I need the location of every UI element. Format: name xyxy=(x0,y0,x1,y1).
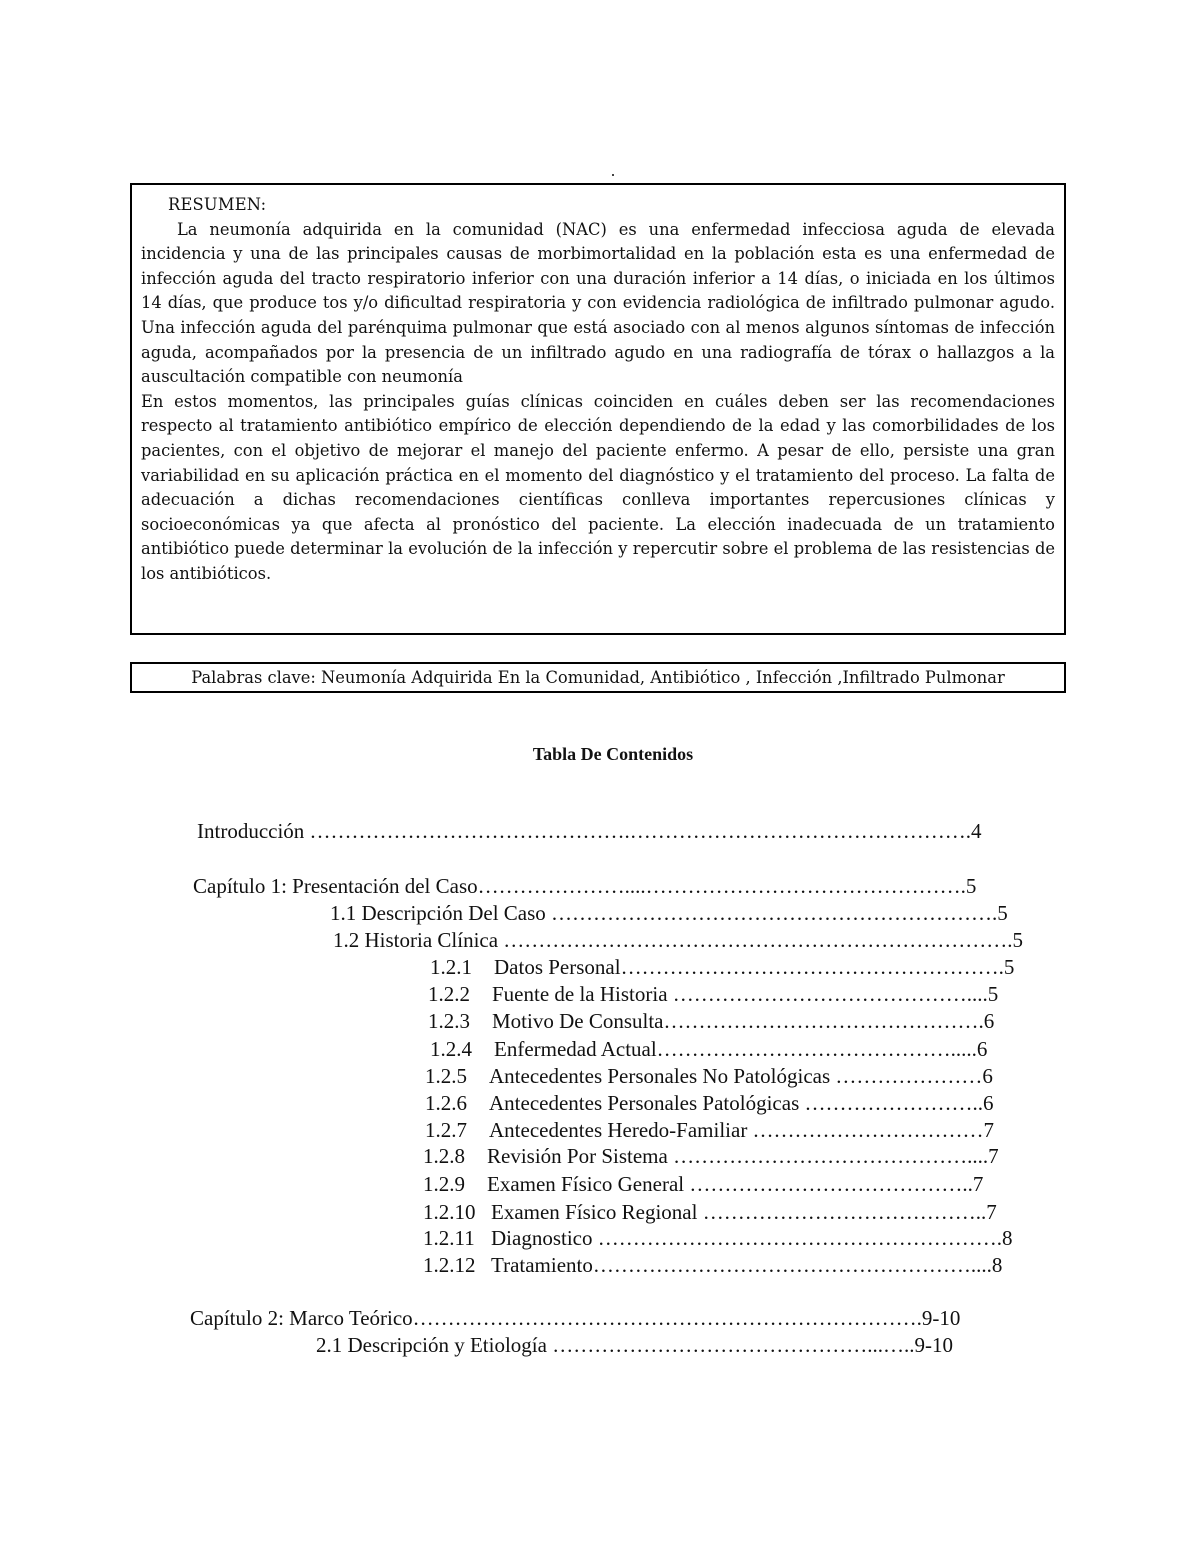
toc-text: Tratamiento………………………………………………....8 xyxy=(491,1253,1003,1277)
resumen-paragraph-2: En estos momentos, las principales guías clínicas coinciden en cuáles deben ser las recomendaciones respecto al tratamiento antibiótico empírico de elección dependiendo de la edad y las comorbilidades de los pacientes, con el objetivo de mejorar el manejo del paciente enfermo. A pesar de ello, persiste una gran variabilidad en su aplicación práctica en el momento del diagnóstico y el tratamiento del proceso. La falta de adecuación a dichas recomendaciones científicas conlleva importantes repercusiones clínicas y socioeconómicas ya que afecta al pronóstico del paciente. La elección inadecuada de un tratamiento antibiótico puede determinar la evolución de la infección y repercutir sobre el problema de las resistencias de los antibióticos. xyxy=(141,391,1055,583)
toc-number: 1.2.9 xyxy=(423,1172,465,1196)
toc-entry-1-2-11 xyxy=(423,1225,1012,1251)
toc-number: 1.2.11 xyxy=(423,1226,475,1250)
toc-entry-1-2-6 xyxy=(425,1090,994,1116)
toc-number: 1.2.12 xyxy=(423,1253,476,1277)
toc-text: Datos Personal……………………………………………….5 xyxy=(494,955,1015,979)
resumen-paragraph-1: La neumonía adquirida en la comunidad (NAC) es una enfermedad infecciosa aguda de elevada incidencia y una de las principales causas de morbimortalidad en la población esta es una enfermedad de infección aguda del tracto respiratorio inferior con una duración inferior a 14 días, o iniciada en los últimos 14 días, que produce tos y/o dificultad respiratoria y con evidencia radiológica de infiltrado pulmonar agudo. Una infección aguda del parénquima pulmonar que está asociado con al menos algunos síntomas de infección aguda, acompañados por la presencia de un infiltrado agudo en una radiografía de tórax o hallazgos a la auscultación compatible con neumonía xyxy=(141,219,1055,387)
toc-number: 1.2.1 xyxy=(430,955,472,979)
toc-entry-1-2-3 xyxy=(428,1008,994,1034)
toc-text: Motivo De Consulta……………………………………….6 xyxy=(492,1009,995,1033)
keywords-box: Palabras clave: Neumonía Adquirida En la Comunidad, Antibiótico , Infección ,Infiltrado Pulmonar xyxy=(130,662,1066,693)
toc-entry-2-1: 2.1 Descripción y Etiología ………………………………………...…..9-10 xyxy=(316,1333,953,1357)
toc-text: Antecedentes Personales No Patológicas …………………6 xyxy=(489,1064,993,1088)
toc-entry-1-2-1 xyxy=(430,954,1014,980)
toc-entry-1-2-10 xyxy=(423,1199,997,1225)
toc-entry-1-2-12 xyxy=(423,1252,1002,1278)
toc-entry-1-2-8 xyxy=(423,1143,999,1169)
toc-text: Fuente de la Historia ……………………………………....5 xyxy=(492,982,999,1006)
toc-number: 1.2.4 xyxy=(430,1037,472,1061)
toc-entry-1-2-7 xyxy=(425,1117,994,1143)
toc-entry-1-2: 1.2 Historia Clínica ……………………………………………………………….5 xyxy=(333,928,1024,952)
toc-number: 1.2.5 xyxy=(425,1064,467,1088)
toc-number: 1.2.7 xyxy=(425,1118,467,1142)
toc-title: Tabla De Contenidos xyxy=(532,744,694,764)
toc-text: Antecedentes Heredo-Familiar ……………………………7 xyxy=(489,1118,995,1142)
toc-text: Examen Físico General …………………………………..7 xyxy=(487,1172,984,1196)
toc-number: 1.2.8 xyxy=(423,1144,465,1168)
resumen-heading: RESUMEN: xyxy=(168,195,267,214)
toc-number: 1.2.10 xyxy=(423,1200,476,1224)
toc-number: 1.2.3 xyxy=(428,1009,470,1033)
toc-text: Revisión Por Sistema ……………………………………....7 xyxy=(487,1144,999,1168)
toc-entry-1-2-4 xyxy=(430,1036,987,1062)
toc-entry-introduccion: Introducción ……………………………………….………………………………………….4 xyxy=(197,819,982,843)
decorative-dot xyxy=(612,174,614,176)
toc-entry-1-2-9 xyxy=(423,1171,983,1197)
toc-entry-1-2-2 xyxy=(428,981,998,1007)
toc-entry-1-2-5 xyxy=(425,1063,993,1089)
toc-text: Diagnostico ………………………………………………….8 xyxy=(491,1226,1013,1250)
toc-number: 1.2.6 xyxy=(425,1091,467,1115)
toc-number: 1.2.2 xyxy=(428,982,470,1006)
toc-entry-capitulo-1: Capítulo 1: Presentación del Caso…………………....……………………………………….5 xyxy=(193,874,977,898)
toc-entry-capitulo-2: Capítulo 2: Marco Teórico……………………………………………………………….9-10 xyxy=(190,1306,961,1330)
toc-text: Enfermedad Actual…………………………………….....6 xyxy=(494,1037,988,1061)
toc-text: Examen Físico Regional …………………………………..7 xyxy=(491,1200,997,1224)
resumen-box xyxy=(130,183,1066,635)
toc-entry-1-1: 1.1 Descripción Del Caso ……………………………………………………….5 xyxy=(330,901,1008,925)
toc-text: Antecedentes Personales Patológicas ……………………..6 xyxy=(489,1091,994,1115)
